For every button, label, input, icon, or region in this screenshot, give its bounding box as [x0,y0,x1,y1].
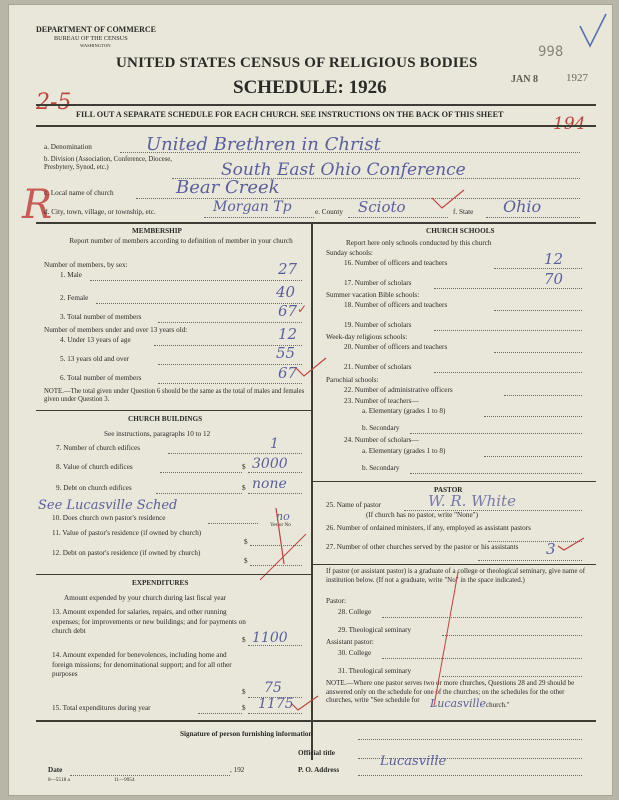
q6-label: 6. Total number of members [60,374,142,382]
q17-value[interactable]: 70 [544,270,564,288]
q15-value[interactable]: 1175 [258,696,294,712]
red-note-left: 2-5 [36,90,72,115]
bureau-name: BUREAU OF THE CENSUS [54,35,128,42]
q9-note-value[interactable]: See Lucasville Sched [38,498,178,513]
local-name-value[interactable]: Bear Creek [176,177,280,198]
q8-dollar: $ [242,463,246,471]
q24a-label: a. Elementary (grades 1 to 8) [362,447,446,455]
q30-label: 30. College [338,649,372,657]
signature-label: Signature of person furnishing information [180,730,313,738]
red-check-mark [428,188,468,212]
q2-label: 2. Female [60,294,89,302]
denomination-label: a. Denomination [44,143,92,151]
q28-label: 28. College [338,608,372,616]
form-title: UNITED STATES CENSUS OF RELIGIOUS BODIES [116,55,478,71]
census-schedule-page [8,4,613,796]
q23a-label: a. Elementary (grades 1 to 8) [362,407,446,415]
q8-value[interactable]: 3000 [252,456,288,472]
official-title-label: Official title [298,749,335,757]
q9-label: 9. Debt on church edifices [56,484,132,492]
q25-label: 25. Name of pastor [326,501,382,509]
q9-dollar: $ [242,484,246,492]
form-instruction: FILL OUT A SEPARATE SCHEDULE FOR EACH CHURCH. SEE INSTRUCTIONS ON THE BACK OF THIS SHEET [76,110,504,119]
red-pen-stroke [258,504,308,584]
q31-label: 31. Theological seminary [338,667,412,675]
red-check-q15 [290,694,320,714]
red-tick-q3: ✓ [297,302,308,316]
q10-value[interactable]: no [276,510,290,523]
q19-label: 19. Number of scholars [344,321,412,329]
q1-value[interactable]: 27 [278,260,298,278]
q23-label: 23. Number of teachers— [344,397,419,405]
pastor-note-end: church." [486,701,510,709]
red-margin-mark: R [22,182,53,228]
division-label: b. Division (Association, Conference, Diocese, Presbytery, Synod, etc.) [44,156,172,171]
red-note-right: 194 [553,114,586,134]
q13-dollar: $ [242,636,246,644]
city-value[interactable]: Morgan Tp [213,199,292,215]
q3-label: 3. Total number of members [60,313,142,321]
form-schedule: SCHEDULE: 1926 [233,77,387,98]
date-year: , 192 [230,766,245,774]
pastor-note-value[interactable]: Lucasville [430,697,487,710]
q29-label: 29. Theological seminary [338,626,412,634]
q6-value[interactable]: 67 [278,364,298,382]
sunday-label: Sunday schools: [326,249,373,257]
q24b-label: b. Secondary [362,464,400,472]
q11-dollar: $ [244,538,248,546]
q24-label: 24. Number of scholars— [344,436,419,444]
q7-value[interactable]: 1 [270,436,279,452]
q16-label: 16. Number of officers and teachers [344,259,448,267]
buildings-desc: See instructions, paragraphs 10 to 12 [104,430,211,438]
pastor-name-value[interactable]: W. R. White [428,492,516,510]
red-check-q27 [556,536,586,554]
state-value[interactable]: Ohio [503,197,542,216]
q27-value[interactable]: 3 [546,540,556,558]
schools-desc: Report here only schools conducted by this church [346,239,492,247]
local-name-label: c. Local name of church [44,189,114,197]
membership-desc: Report number of members according to definition of member in your church [69,237,293,245]
q17-label: 17. Number of scholars [344,279,412,287]
q2-value[interactable]: 40 [276,283,296,301]
weekday-label: Week-day religious schools: [326,333,408,341]
city-label: d. City, town, village, or township, etc. [44,208,156,216]
q15-label: 15. Total expenditures during year [52,704,151,712]
q27-label: 27. Number of other churches served by the pastor or his assistants [326,543,519,551]
q3-value[interactable]: 67 [278,302,298,320]
q12-label: 12. Debt on pastor's residence (if owned by church) [52,549,201,557]
dept-name: DEPARTMENT OF COMMERCE [36,25,157,34]
q10-label: 10. Does church own pastor's residence [52,514,166,522]
q21-label: 21. Number of scholars [344,363,412,371]
summer-label: Summer vacation Bible schools: [326,291,420,299]
stamp-date: JAN 8 [511,74,538,85]
print-number: 11—9954 [114,777,135,783]
membership-note: NOTE.—The total given under Question 6 should be the same as the total of males and females given under Question 3. [44,388,305,403]
bureau-city: WASHINGTON [80,43,111,48]
parochial-label: Parochial schools: [326,376,379,384]
members-by-age: Number of members under and over 13 years old: [44,326,188,334]
stamp-number: 998 [538,44,564,60]
q18-label: 18. Number of officers and teachers [344,301,448,309]
q12-dollar: $ [244,557,248,565]
buildings-title: CHURCH BUILDINGS [128,415,203,423]
date-label: Date [48,766,63,774]
blue-check-mark [578,12,608,48]
q15-dollar: $ [242,704,246,712]
q14-dollar: $ [242,688,246,696]
q13-label: 13. Amount expended for salaries, repairs, and other running expenses; for improvements or new buildings; and for payments on church debt [52,608,246,635]
q5-value[interactable]: 55 [276,344,296,362]
q22-label: 22. Number of administrative officers [344,386,453,394]
red-pen-line [428,570,468,710]
po-address-value[interactable]: Lucasville [380,754,447,769]
pastor-note: NOTE.—Where one pastor serves two or more churches, Questions 28 and 29 should be answered only on the schedule for one of the churches; on the schedules for the other churches, write "See schedule for [326,679,575,704]
q5-label: 5. 13 years old and over [60,355,130,363]
form-number: 8—5518 a [48,777,70,783]
state-label: f. State [453,208,474,216]
q1-label: 1. Male [60,271,82,279]
members-by-sex: Number of members, by sex: [44,261,128,269]
q9-value[interactable]: none [252,476,287,492]
membership-title: MEMBERSHIP [132,227,182,235]
county-value[interactable]: Scioto [358,198,406,216]
q13-value[interactable]: 1100 [252,630,288,646]
stamp-year: 1927 [566,72,588,84]
q8-label: 8. Value of church edifices [56,463,133,471]
pastor-title: PASTOR [434,486,463,494]
county-label: e. County [315,208,343,216]
division-value[interactable]: South East Ohio Conference [221,160,466,180]
schools-title: CHURCH SCHOOLS [426,227,495,235]
denomination-value[interactable]: United Brethren in Christ [146,134,381,155]
asst-label: Assistant pastor: [326,638,374,646]
grad-instruction: If pastor (or assistant pastor) is a graduate of a college or theological seminary, give name of institution below. (If not a graduate, write "No" in the space indicated.) [326,567,586,584]
q7-label: 7. Number of church edifices [56,444,141,452]
q14-value[interactable]: 75 [264,680,282,696]
po-address-label: P. O. Address [298,766,340,774]
q23b-label: b. Secondary [362,424,400,432]
red-check-q6 [294,356,328,380]
expenditures-desc: Amount expended by your church during last fiscal year [64,594,227,602]
q4-label: 4. Under 13 years of age [60,336,131,344]
yes-no-hint: Yes or No [270,522,291,528]
q25-hint: (If church has no pastor, write "None") [366,511,478,519]
pastor-label: Pastor: [326,597,346,605]
q11-label: 11. Value of pastor's residence (if owned by church) [52,529,202,537]
q20-label: 20. Number of officers and teachers [344,343,448,351]
q14-label: 14. Amount expended for benevolences, including home and foreign missions; for denominational support; and for all other purposes [52,651,232,678]
q26-label: 26. Number of ordained ministers, if any, employed as assistant pastors [326,524,531,532]
q4-value[interactable]: 12 [278,325,298,343]
expenditures-title: EXPENDITURES [132,579,189,587]
q16-value[interactable]: 12 [544,250,564,268]
